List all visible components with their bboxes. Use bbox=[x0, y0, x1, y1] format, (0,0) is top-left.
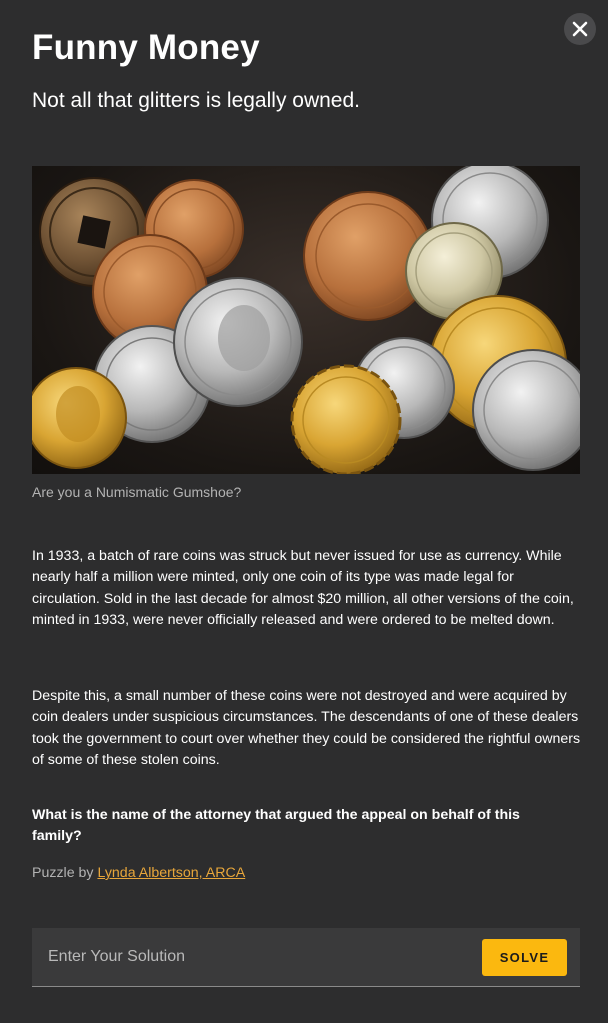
coins-illustration bbox=[32, 166, 580, 474]
author-link[interactable]: Lynda Albertson, ARCA bbox=[97, 865, 246, 881]
coin-silver-king bbox=[174, 278, 302, 406]
page-subtitle: Not all that glitters is legally owned. bbox=[32, 89, 360, 112]
coin-silver-rupee bbox=[473, 350, 580, 470]
solution-form bbox=[32, 928, 580, 987]
coin-gold-roman bbox=[32, 368, 126, 468]
story-paragraph-2: Despite this, a small number of these coins were not destroyed and were acquired by coin dealers under suspicious circumstances. The descendants of one of these dealers took the government to court over whether they could be considered the rightful owners of some of these stolen coins. bbox=[32, 688, 581, 769]
page-title: Funny Money bbox=[32, 28, 260, 67]
close-button[interactable] bbox=[564, 13, 596, 45]
solution-input[interactable] bbox=[32, 928, 472, 986]
puzzle-credit bbox=[32, 865, 245, 881]
solve-button[interactable]: SOLVE bbox=[482, 939, 567, 976]
hero-image bbox=[32, 166, 580, 474]
close-icon bbox=[572, 21, 588, 37]
credit-prefix: Puzzle by bbox=[32, 865, 98, 881]
story-paragraph-1: In 1933, a batch of rare coins was struck but never issued for use as currency. While nearly half a million were minted, only one coin of its type was made legal for circulation. Sold in the last decade for almost $20 million, all other versions of the coin, minted in 1933, were never officially released and were ordered to be melted down. bbox=[32, 548, 574, 629]
image-caption: Are you a Numismatic Gumshoe? bbox=[32, 484, 242, 500]
coin-gold-scalloped bbox=[292, 366, 400, 474]
puzzle-question: What is the name of the attorney that argued the appeal on behalf of this family? bbox=[32, 807, 520, 845]
